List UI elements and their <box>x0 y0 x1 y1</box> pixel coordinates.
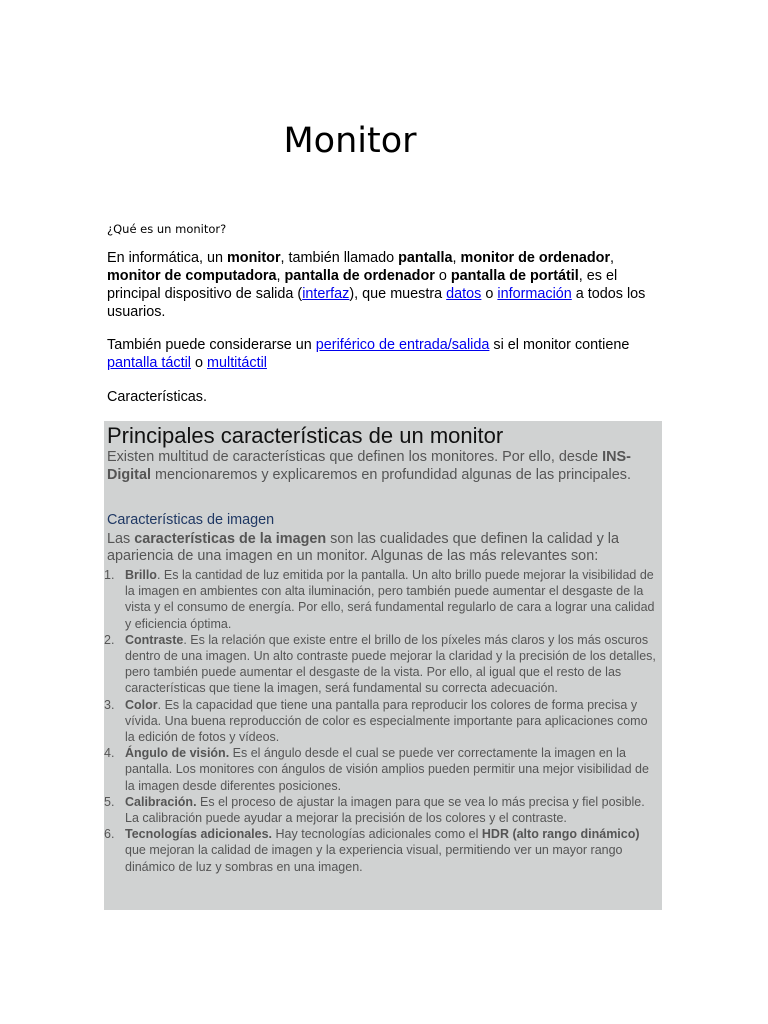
term-monitor-de-ordenador: monitor de ordenador <box>460 250 611 266</box>
item-term: Ángulo de visión. <box>125 746 230 761</box>
item-text: que mejoran la calidad de imagen y la experiencia visual, permitiendo ver un mayor rango dinámico de luz y sombras en una imagen. <box>125 843 623 874</box>
item-text: Hay tecnologías adicionales como el <box>272 827 482 842</box>
item-term: Color <box>125 697 158 712</box>
intro-text: , <box>452 250 461 266</box>
item-text: . Es la capacidad que tiene una pantalla para reproducir los colores de forma precisa y vívida. Una buena reproducción de color es especialmente importante para aplicaciones como la edición de fotos y vídeos. <box>125 697 648 745</box>
list-item <box>104 826 659 875</box>
intro-paragraph <box>107 249 647 321</box>
io-text: o <box>191 355 207 371</box>
link-datos[interactable]: datos <box>446 286 482 302</box>
intro-text: a todos los usuarios. <box>107 286 646 320</box>
item-number: 4. <box>104 746 115 761</box>
list-item <box>104 697 659 746</box>
item-term: Tecnologías adicionales. <box>125 827 273 842</box>
item-text: . Es la cantidad de luz emitida por la pantalla. Un alto brillo puede mejorar la visibilidad de la imagen en ambientes con alta iluminación, pero también puede aumentar el desgaste de la vista y el consumo de energía. Por ello, será fundamental regularlo de cara a lograr una calidad y eficiencia óptima. <box>125 568 655 631</box>
item-number: 1. <box>104 568 115 582</box>
io-text: si el monitor contiene <box>489 337 630 353</box>
list-item <box>104 632 659 697</box>
term-pantalla: pantalla <box>398 250 453 266</box>
list-item <box>104 567 659 632</box>
question-heading: ¿Qué es un monitor? <box>107 222 227 236</box>
item-text: . Es la relación que existe entre el brillo de los píxeles más claros y los más oscuros dentro de una imagen. Un alto contraste puede mejorar la claridad y la precisión de los detalles, pero también puede aumentar el desgaste de la vista. Por ello, al igual que el resto de las características que tiene la imagen, será fundamental su correcta adecuación. <box>125 632 656 696</box>
list-item <box>104 745 659 794</box>
image-intro-term: características de la imagen <box>134 531 327 547</box>
image-characteristics-heading: Características de imagen <box>107 512 275 528</box>
term-monitor-de-computadora: monitor de computadora <box>107 268 277 284</box>
item-term: Calibración. <box>125 794 197 809</box>
features-section <box>104 421 662 910</box>
intro-text: , también llamado <box>280 250 399 266</box>
section-intro-text: Existen multitud de características que definen los monitores. Por ello, desde <box>107 449 603 465</box>
features-list <box>104 567 659 875</box>
item-number: 6. <box>104 827 115 842</box>
intro-text: , es el principal dispositivo de salida ( <box>107 268 618 302</box>
intro-text: , <box>276 268 285 284</box>
link-pantalla-tactil[interactable]: pantalla táctil <box>107 355 191 371</box>
intro-text: o <box>434 268 451 284</box>
item-text: Es el ángulo desde el cual se puede ver correctamente la imagen en la pantalla. Los monitores con ángulos de visión amplios pueden permitir una mejor visibilidad de la imagen desde diferentes posiciones. <box>125 746 649 793</box>
link-informacion[interactable]: información <box>497 286 572 302</box>
link-multitactil[interactable]: multitáctil <box>207 355 267 371</box>
section-intro <box>107 448 659 484</box>
intro-text: ), que muestra <box>349 286 447 302</box>
intro-text: o <box>481 286 498 302</box>
item-term: Brillo <box>125 568 157 582</box>
caracteristicas-label: Características. <box>107 389 207 405</box>
list-item <box>104 794 659 826</box>
image-characteristics-intro <box>107 531 659 565</box>
intro-text: , <box>610 250 615 266</box>
page-title: Monitor <box>283 121 417 161</box>
item-term-hdr: HDR (alto rango dinámico) <box>481 827 640 842</box>
brand-ins-digital: INS-Digital <box>107 449 631 483</box>
link-periferico[interactable]: periférico de entrada/salida <box>315 337 490 353</box>
intro-text: En informática, un <box>107 250 227 266</box>
term-monitor: monitor <box>226 250 281 266</box>
term-pantalla-de-portatil: pantalla de portátil <box>450 268 579 284</box>
link-interfaz[interactable]: interfaz <box>302 286 350 302</box>
io-text: También puede considerarse un <box>107 337 316 353</box>
item-text: Es el proceso de ajustar la imagen para que se vea lo más precisa y fiel posible. La calibración puede ayudar a mejorar la precisión de los colores y el contraste. <box>125 794 645 826</box>
image-intro-text: son las cualidades que definen la calidad y la apariencia de una imagen en un monitor. Algunas de las más relevantes son: <box>107 531 619 564</box>
section-title: Principales características de un monitor <box>107 423 504 448</box>
io-paragraph <box>107 336 647 372</box>
item-number: 3. <box>104 697 115 712</box>
image-intro-text: Las <box>107 531 135 547</box>
item-number: 2. <box>104 632 115 647</box>
section-intro-text: mencionaremos y explicaremos en profundidad algunas de las principales. <box>150 467 631 483</box>
item-number: 5. <box>104 794 115 809</box>
item-term: Contraste <box>125 632 184 647</box>
term-pantalla-de-ordenador: pantalla de ordenador <box>284 268 435 284</box>
